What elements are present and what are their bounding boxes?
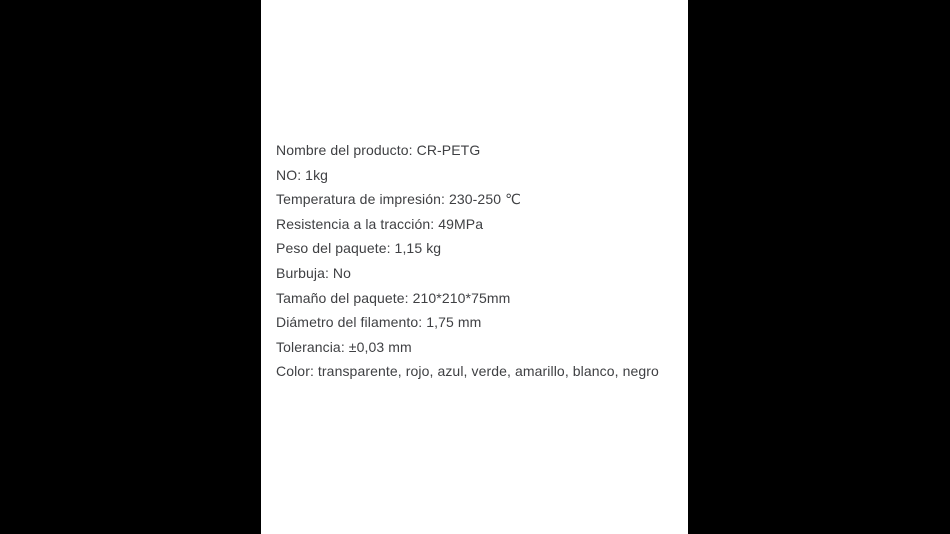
product-spec-list xyxy=(276,138,680,384)
spec-line-tensile-strength: Resistencia a la tracción: 49MPa xyxy=(276,215,484,232)
spec-line-package-size: Tamaño del paquete: 210*210*75mm xyxy=(276,289,511,306)
spec-line-filament-diameter: Diámetro del filamento: 1,75 mm xyxy=(276,314,482,331)
spec-line-bubble: Burbuja: No xyxy=(276,264,352,281)
spec-line-product-name: Nombre del producto: CR-PETG xyxy=(276,142,481,158)
spec-line-package-weight: Peso del paquete: 1,15 kg xyxy=(276,240,442,257)
spec-line-no: NO: 1kg xyxy=(276,166,329,183)
product-description-panel xyxy=(261,0,688,534)
spec-line-print-temperature: Temperatura de impresión: 230-250 ℃ xyxy=(276,191,521,208)
spec-line-tolerance: Tolerancia: ±0,03 mm xyxy=(276,338,412,355)
spec-line-color-options: Color: transparente, rojo, azul, verde, amarillo, blanco, negro xyxy=(276,363,659,380)
